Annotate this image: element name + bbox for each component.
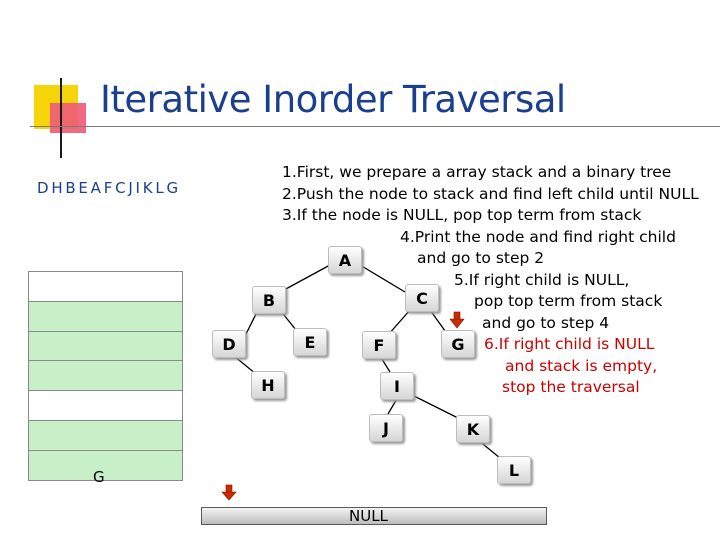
tree-node-e: E (293, 328, 327, 356)
step-line-highlight: stop the traversal (502, 378, 640, 396)
tree-node-i: I (380, 372, 414, 400)
step-line-highlight: 6.If right child is NULL (484, 335, 655, 353)
tree-node-d: D (212, 330, 246, 358)
step-line-highlight: and stack is empty, (505, 356, 658, 375)
step-line: 5.If right child is NULL, (454, 270, 630, 289)
step-line: and go to step 2 (417, 249, 545, 267)
tree-node-f: F (362, 331, 396, 359)
edge-i-k (410, 394, 458, 418)
step-line: 4.Print the node and find right child (400, 227, 676, 246)
step-line: pop top term from stack (474, 292, 663, 310)
tree-node-g: G (441, 330, 475, 358)
tree-node-k: K (456, 415, 490, 443)
down-arrow-icon (450, 312, 464, 328)
step-line: and go to step 4 (482, 313, 610, 332)
slide-title: Iterative Inorder Traversal (100, 78, 566, 121)
stack-top-label: G (93, 468, 105, 486)
step-line: 1.First, we prepare a array stack and a binary tree (282, 163, 672, 181)
tree-node-h: H (251, 371, 285, 399)
tree-node-l: L (497, 456, 531, 484)
tree-node-b: B (252, 286, 286, 314)
step-line: 3.If the node is NULL, pop top term from stack (282, 206, 642, 224)
null-label: NULL (349, 507, 388, 525)
step-line: 2.Push the node to stack and find left child until NULL (282, 184, 699, 203)
down-arrow-icon (222, 485, 236, 500)
edge-a-c (360, 265, 405, 292)
tree-node-a: A (328, 246, 362, 274)
edge-a-b (284, 265, 330, 290)
tree-node-c: C (405, 284, 439, 312)
tree-node-j: J (369, 414, 403, 442)
output-sequence: D H B E A F C J I K L G (37, 179, 179, 197)
